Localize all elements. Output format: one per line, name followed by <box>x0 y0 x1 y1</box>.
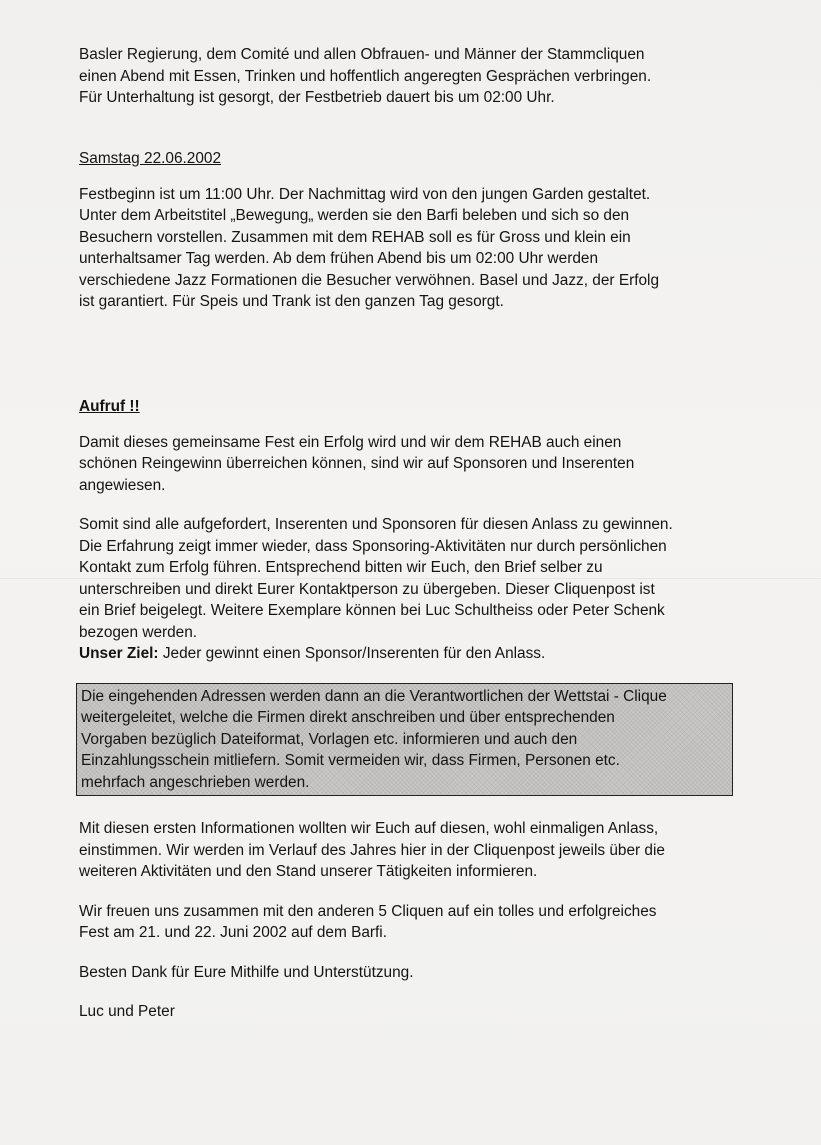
intro-paragraph: Basler Regierung, dem Comité und allen Obfrauen- und Männer der Stammcliquen einen Abend mit Essen, Trinken und hoffentlich angeregten Gesprächen verbringen. Für Unterhaltung ist gesorgt, der Festbetrieb dauert bis um 02:00 Uhr. <box>79 46 652 106</box>
signature: Luc und Peter <box>79 1003 175 1020</box>
thanks-paragraph: Besten Dank für Eure Mithilfe und Unterstützung. <box>79 963 414 981</box>
aufruf-paragraph: Damit dieses gemeinsame Fest ein Erfolg wird und wir dem REHAB auch einen schönen Reingewinn überreichen können, sind wir auf Sponsoren und Inserenten angewiesen. <box>79 433 635 494</box>
fest-paragraph: Wir freuen uns zusammen mit den anderen 5 Cliquen auf ein tolles und erfolgreiches Fest am 21. und 22. Juni 2002 auf dem Barfi. <box>79 902 657 941</box>
saturday-heading: Samstag 22.06.2002 <box>79 150 222 167</box>
info-paragraph: Mit diesen ersten Informationen wollten wir Euch auf diesen, wohl einmaligen Anlass, einstimmen. Wir werden im Verlauf des Jahres hier in der Cliquenpost jeweils über die weiteren Aktivitäten und den Stand unserer Tätigkeiten informieren. <box>79 820 665 880</box>
goal-text: Jeder gewinnt einen Sponsor/Inserenten für den Anlass. <box>158 645 546 662</box>
aufruf-heading: Aufruf !! <box>79 398 140 415</box>
saturday-paragraph: Festbeginn ist um 11:00 Uhr. Der Nachmittag wird von den jungen Garden gestaltet. Unter dem Arbeitstitel „Bewegung„ werden sie den Barfi beleben und sich so den Besuchern vorstellen. Zusammen mit dem REHAB soll es für Gross und klein ein unterhaltsamer Tag werden. Ab dem frühen Abend bis um 02:00 Uhr werden verschiedene Jazz Formationen die Besucher verwöhnen. Basel und Jazz, der Erfolg ist garantiert. Für Speis und Trank ist den ganzen Tag gesorgt. <box>79 185 660 310</box>
sponsor-paragraph: Somit sind alle aufgefordert, Inserenten und Sponsoren für diesen Anlass zu gewinnen. Die Erfahrung zeigt immer wieder, dass Sponsoring-Aktivitäten nur durch persönlichen Kontakt zum Erfolg führen. Entsprechend bitten wir Euch, den Brief selber zu unterschreiben und direkt Eurer Kontaktperson zu übergeben. Dieser Cliquenpost ist ein Brief beigelegt. Weitere Exemplare können bei Luc Schultheiss oder Peter Schenk bezogen werden. <box>79 516 673 641</box>
goal-label: Unser Ziel: <box>79 645 159 662</box>
highlighted-address-box: Die eingehenden Adressen werden dann an die Verantwortlichen der Wettstai - Clique weitergeleitet, welche die Firmen direkt anschreiben und über entsprechenden Vorgaben bezüglich Dateiformat, Vorlagen etc. informieren und auch den Einzahlungsschein mitliefern. Somit vermeiden wir, dass Firmen, Personen etc. mehrfach angeschrieben werden. <box>76 683 733 797</box>
letter-body <box>79 44 739 1041</box>
goal-line <box>79 643 739 665</box>
